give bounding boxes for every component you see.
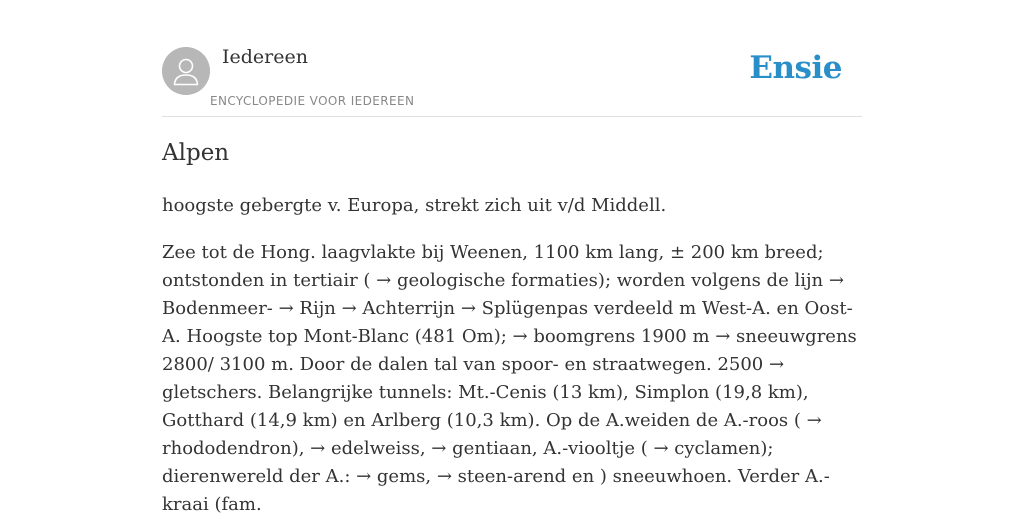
site-header: [162, 44, 862, 117]
user-icon: [162, 47, 210, 95]
article-paragraph: hoogste gebergte v. Europa, strekt zich uit v/d Middell.: [162, 195, 667, 216]
username[interactable]: Iedereen: [222, 46, 308, 68]
user-avatar[interactable]: [162, 47, 210, 95]
article-paragraph: Zee tot de Hong. laagvlakte bij Weenen, 1100 km lang, ± 200 km breed; ontstonden in tertiair ( → geologische formaties); worden volgens de lijn → Bodenmeer- → Rijn → Achterrijn → Splügenpas verdeeld m West-A. en Oost-A. Hoogste top Mont-Blanc (481 Om); → boomgrens 1900 m → sneeuwgrens 2800/ 3100 m. Door de dalen tal van spoor- en straatwegen. 2500 → gletschers. Belangrijke tunnels: Mt.-Cenis (13 km), Simplon (19,8 km), Gotthard (14,9 km) en Arlberg (10,3 km). Op de A.weiden de A.-roos ( → rhododendron), → edelweiss, → gentiaan, A.-viooltje ( → cyclamen); dierenwereld der A.: → gems, → steen-arend en ) sneeuwhoen. Verder A.-kraai (fam.: [162, 242, 857, 515]
article-title: Alpen: [162, 140, 230, 166]
brand-logo-link[interactable]: Ensie: [749, 50, 842, 86]
site-tagline: ENCYCLOPEDIE VOOR IEDEREEN: [210, 94, 415, 108]
